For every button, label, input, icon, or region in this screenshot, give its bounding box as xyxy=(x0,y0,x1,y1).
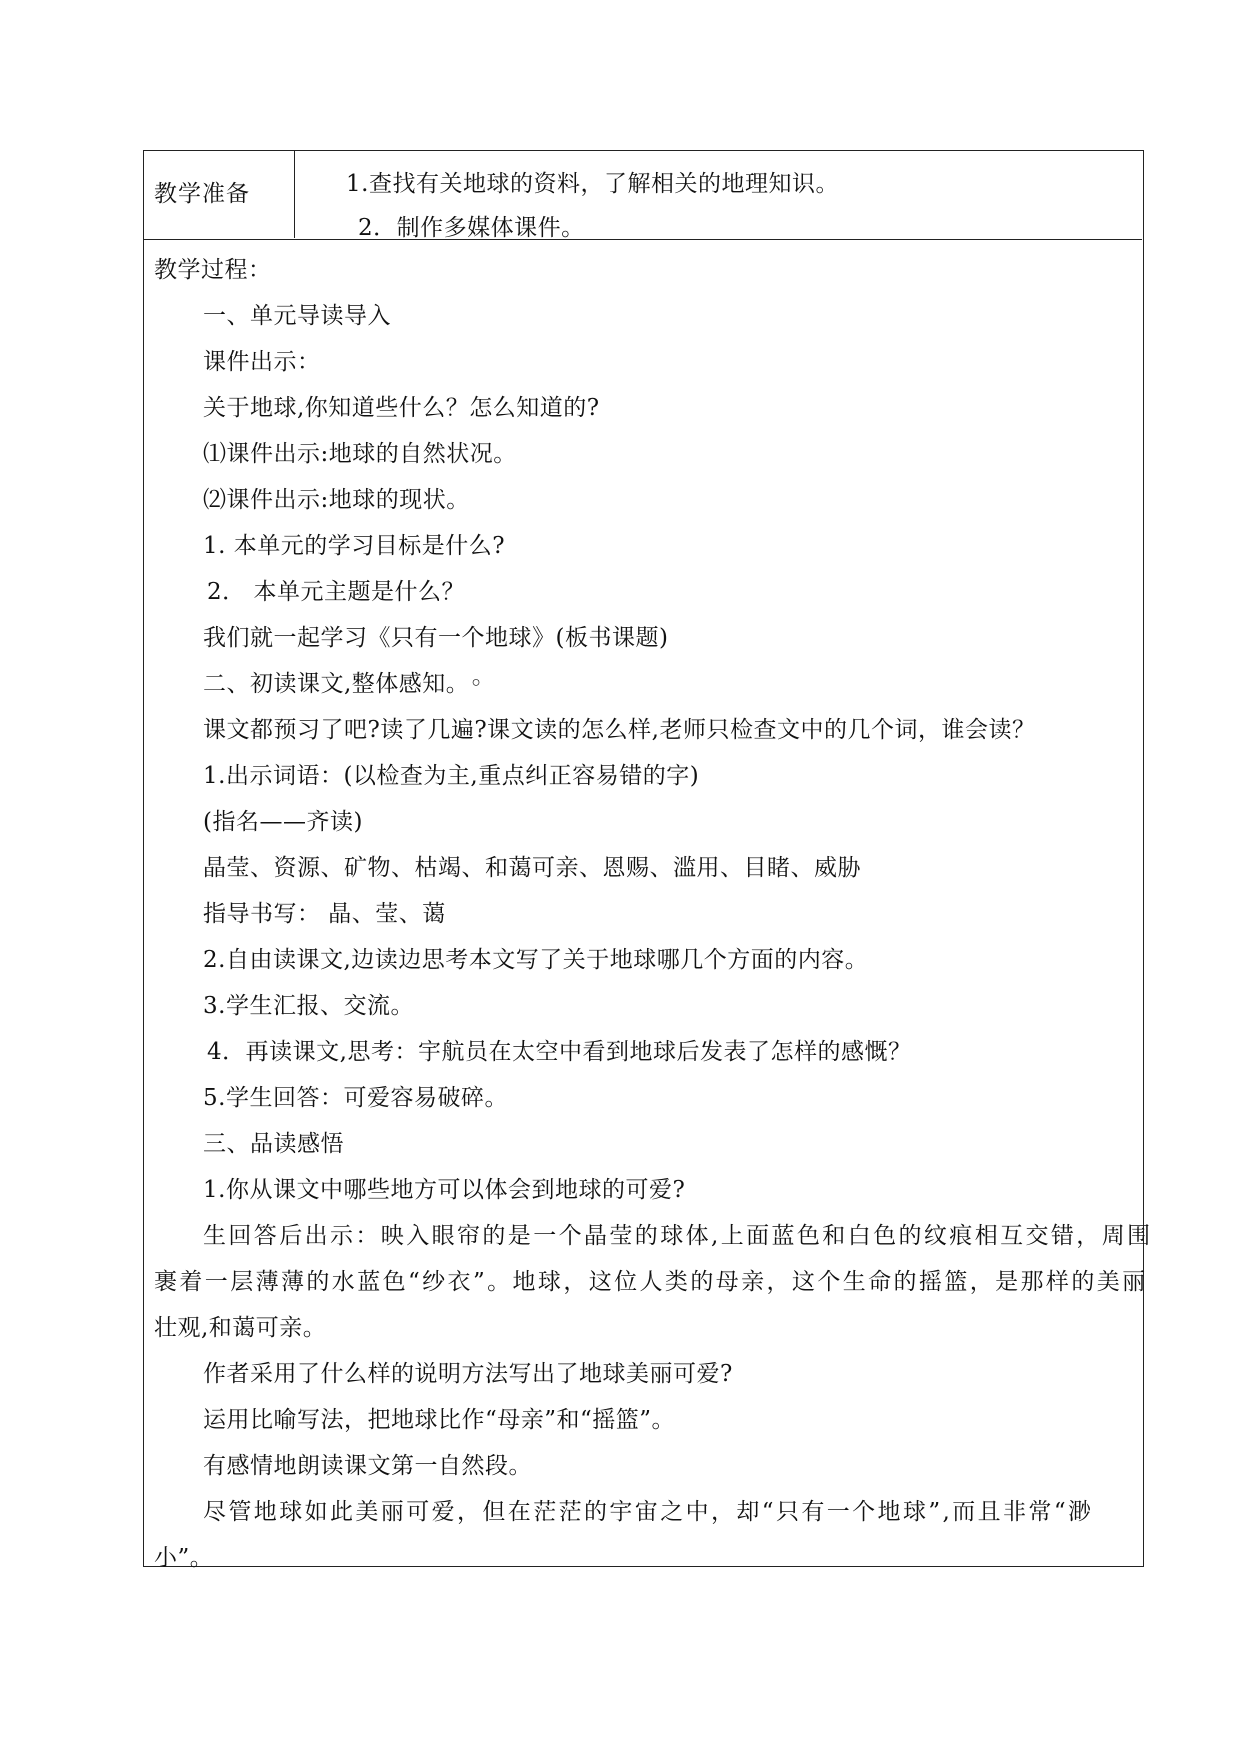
process-line: 4．再读课文,思考：宇航员在太空中看到地球后发表了怎样的感慨？ xyxy=(207,1039,912,1065)
lesson-plan-table xyxy=(143,150,1153,1571)
preparation-row xyxy=(144,151,1142,240)
process-line: 关于地球,你知道些什么？怎么知道的? xyxy=(203,395,600,421)
process-line: ⑴课件出示:地球的自然状况。 xyxy=(203,441,517,467)
process-line: 2． 本单元主题是什么？ xyxy=(207,579,465,605)
process-line: 5.学生回答：可爱容易破碎。 xyxy=(203,1085,508,1111)
process-line: 指导书写： 晶、莹、蔼 xyxy=(203,901,446,927)
process-line: 三、品读感悟 xyxy=(203,1131,344,1157)
preparation-label: 教学准备 xyxy=(144,151,295,238)
process-line: 我们就一起学习《只有一个地球》(板书课题) xyxy=(203,625,669,651)
process-line: 1.你从课文中哪些地方可以体会到地球的可爱? xyxy=(203,1177,686,1203)
process-line: 3.学生汇报、交流。 xyxy=(203,993,414,1019)
process-line: (指名——齐读) xyxy=(203,809,363,835)
process-line: 裹着一层薄薄的水蓝色“纱衣”。地球，这位人类的母亲，这个生命的摇篮，是那样的美丽 xyxy=(154,1269,1148,1295)
process-line: 二、初读课文,整体感知。◦ xyxy=(203,671,484,697)
process-line: ⑵课件出示:地球的现状。 xyxy=(203,487,470,513)
preparation-item-1: 1.查找有关地球的资料，了解相关的地理知识。 xyxy=(346,171,839,197)
process-line: 1.出示词语：(以检查为主,重点纠正容易错的字) xyxy=(203,763,700,789)
process-line: 2.自由读课文,边读边思考本文写了关于地球哪几个方面的内容。 xyxy=(203,947,869,973)
process-line: 壮观,和蔼可亲。 xyxy=(154,1315,327,1341)
process-line: 生回答后出示：映入眼帘的是一个晶莹的球体,上面蓝色和白色的纹痕相互交错，周围 xyxy=(203,1223,1153,1249)
process-line: 小”。 xyxy=(154,1545,214,1571)
process-line: 1. 本单元的学习目标是什么? xyxy=(203,533,506,559)
process-line: 课件出示： xyxy=(203,349,321,375)
process-line: 一、单元导读导入 xyxy=(203,303,391,329)
preparation-item-2: 2．制作多媒体课件。 xyxy=(358,215,585,241)
process-line: 晶莹、资源、矿物、枯竭、和蔼可亲、恩赐、滥用、目睹、威胁 xyxy=(203,855,861,881)
process-line: 运用比喻写法，把地球比作“母亲”和“摇篮”。 xyxy=(203,1407,676,1433)
process-heading: 教学过程： xyxy=(154,257,272,283)
process-line: 有感情地朗读课文第一自然段。 xyxy=(203,1453,532,1479)
process-line: 尽管地球如此美丽可爱，但在茫茫的宇宙之中，却“只有一个地球”,而且非常“渺 xyxy=(203,1499,1094,1525)
process-line: 课文都预习了吧?读了几遍?课文读的怎么样,老师只检查文中的几个词，谁会读？ xyxy=(203,717,1036,743)
process-line: 作者采用了什么样的说明方法写出了地球美丽可爱? xyxy=(203,1361,733,1387)
